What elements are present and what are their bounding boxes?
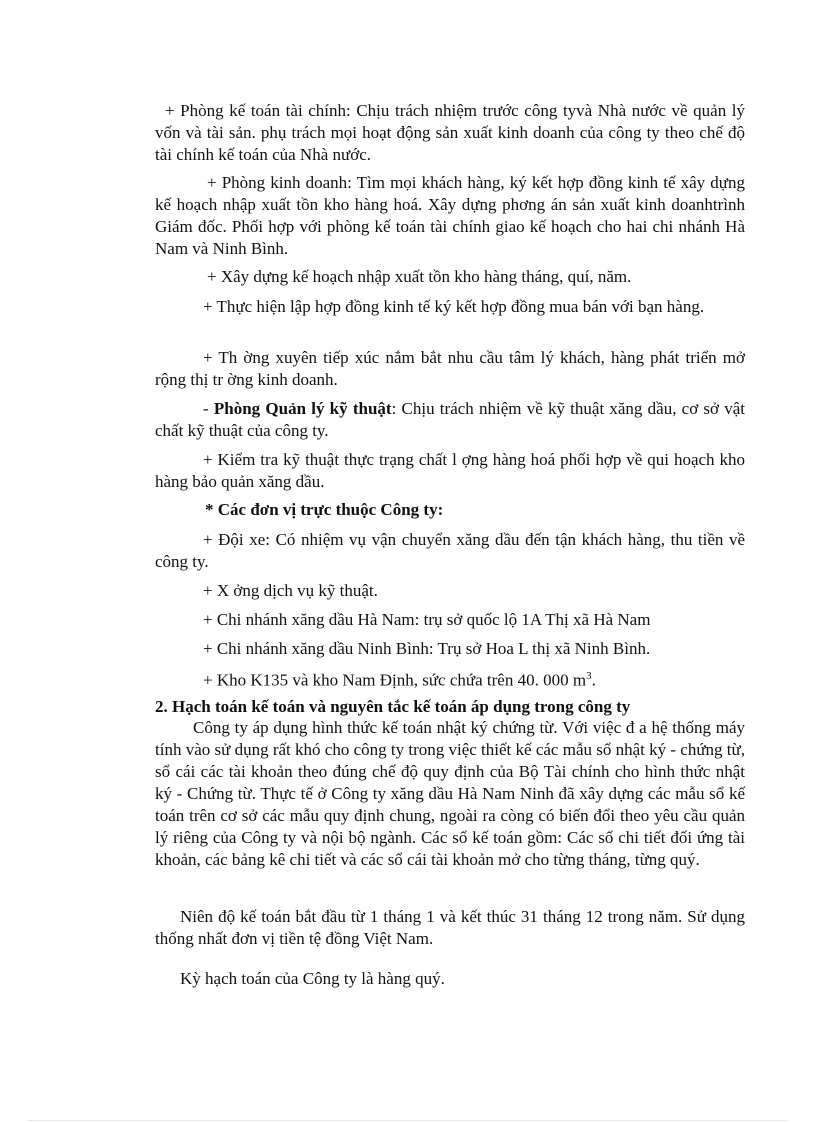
superscript-unit: 3 [586,670,592,682]
paragraph-text: + Kiểm tra kỹ thuật thực trạng chất l ợng hàng hoá phối hợp về qui hoạch kho hàng bảo quản xăng dầu. [155,450,745,491]
paragraph-text: + Kho K135 và kho Nam Định, sức chứa trên 40. 000 m [203,670,587,690]
paragraph-text: + Đội xe: Có nhiệm vụ vận chuyển xăng dầu đến tận khách hàng, thu tiền về công ty. [155,530,745,571]
paragraph-text: + X ởng dịch vụ kỹ thuật. [203,581,378,600]
paragraph-prefix: - [203,399,214,418]
paragraph-text: + Phòng kinh doanh: Tìm mọi khách hàng, ký kết hợp đồng kinh tế xây dựng kế hoạch nhập xuất tồn kho hàng hoá. Xây dựng phơng án sản xuất kinh doanhtrình Giám đốc. Phối hợp với phòng kế toán tài chính giao kế hoạch cho hai chi nhánh Hà Nam và Ninh Bình. [155,173,745,258]
paragraph-suffix: . [591,670,596,690]
page-bottom-divider [28,1120,788,1121]
paragraph-text: Công ty áp dụng hình thức kế toán nhật ký chứng từ. Với việc đ a hệ thống máy tính vào sử dụng rất khó cho công ty trong việc thiết kế các mẫu sổ nhật ký - chứng từ, sổ cái các tài khoản theo đúng chế độ quy định của Bộ Tài chính cho hình thức nhật ký - Chứng từ. Thực tế ở Công ty xăng dầu Hà Nam Ninh đã xây dựng các mẫu sổ kế toán trên cơ sở các mẫu quy định chung, ngoài ra còng có biến đổi theo yêu cầu quản lý riêng của Công ty và nội bộ ngành. Các sổ kế toán gồm: Các sổ chi tiết đối ứng tài khoản, các bảng kê chi tiết và các sổ cái tài khoản mở cho từng tháng, từng quý. [155,718,745,869]
heading-text: 2. Hạch toán kế toán và nguyên tắc kế toán áp dụng trong công ty [155,697,631,716]
paragraph-hinh-thuc-ke-toan [155,717,745,871]
paragraph-xay-dung-ke-hoach [155,266,745,288]
section-heading-hach-toan [155,696,745,718]
paragraph-phong-kinh-doanh [155,172,745,260]
paragraph-text: + Th ờng xuyên tiếp xúc nắm bắt nhu cầu tâm lý khách, hàng phát triển mở rộng thị tr ờng kinh doanh. [155,348,745,389]
paragraph-bold-label: Phòng Quản lý kỹ thuật [213,399,392,418]
paragraph-text: + Chi nhánh xăng dầu Ninh Bình: Trụ sở Hoa L thị xã Ninh Bình. [203,639,651,658]
paragraph-text: + Thực hiện lập hợp đồng kinh tế ký kết hợp đồng mua bán với bạn hàng. [203,297,705,316]
paragraph-text: : Chịu trách nhiệm về kỹ thuật xăng dầu, cơ sở vật chất kỹ thuật của công ty. [155,399,745,440]
paragraph-hop-dong-kinh-te [155,296,745,318]
paragraph-kho-k135 [155,665,745,692]
paragraph-text: + Phòng kế toán tài chính: Chịu trách nhiệm trước công tyvà Nhà nước về quản lý vốn và tài sản. phụ trách mọi hoạt động sản xuất kinh doanh của công ty theo chế độ tài chính kế toán của Nhà nước. [155,101,745,164]
paragraph-nien-do-ke-toan [155,906,745,950]
paragraph-text: Kỳ hạch toán của Công ty là hàng quý. [180,969,445,988]
paragraph-tiep-xuc-khach [155,347,745,391]
paragraph-phong-quan-ly-ky-thuat [155,398,745,442]
subheading-don-vi-truc-thuoc [155,499,745,521]
paragraph-xuong-dich-vu [155,580,745,602]
paragraph-chi-nhanh-ha-nam [155,609,745,631]
paragraph-text: + Chi nhánh xăng dầu Hà Nam: trụ sở quốc lộ 1A Thị xã Hà Nam [203,610,651,629]
paragraph-text: + Xây dựng kế hoạch nhập xuất tồn kho hàng tháng, quí, năm. [207,267,632,286]
paragraph-kiem-tra-ky-thuat [155,449,745,493]
paragraph-doi-xe [155,529,745,573]
paragraph-text: Niên độ kế toán bắt đầu từ 1 tháng 1 và kết thúc 31 tháng 12 trong năm. Sử dụng thống nhất đơn vị tiền tệ đồng Việt Nam. [155,907,745,948]
paragraph-phong-ke-toan [155,100,745,166]
paragraph-chi-nhanh-ninh-binh [155,638,745,660]
subheading-text: * Các đơn vị trực thuộc Công ty: [205,500,444,519]
paragraph-ky-hach-toan [155,968,745,990]
